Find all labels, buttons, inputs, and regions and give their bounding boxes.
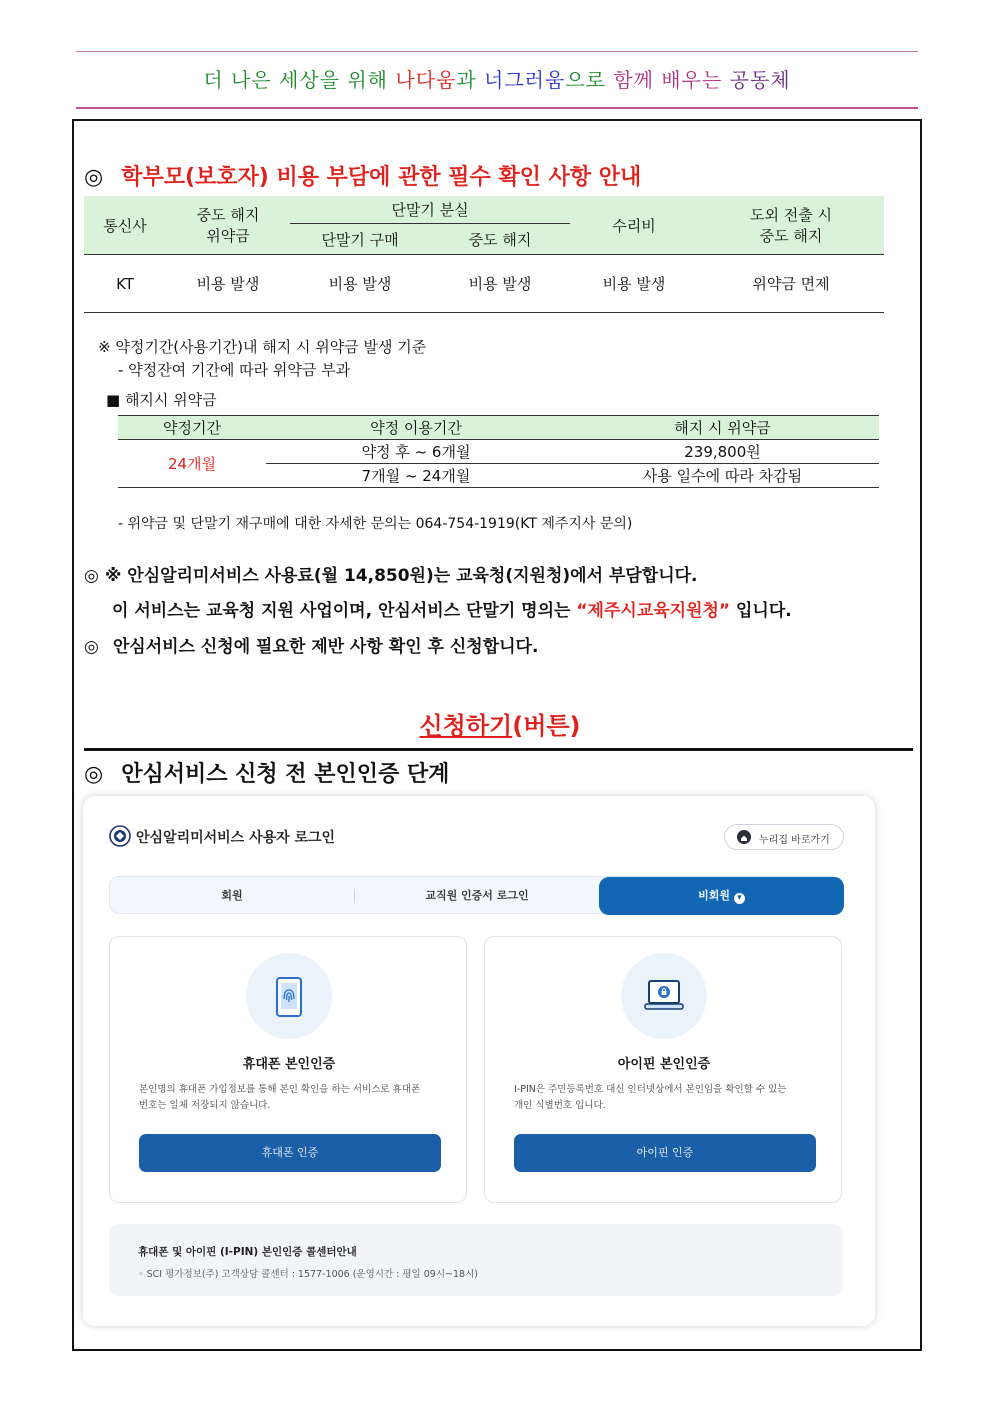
circle-mark-icon: ◎: [84, 762, 104, 787]
fee-notice-text2a: 이 서비스는 교육청 지원 사업이며, 안심서비스 단말기 명의는: [112, 601, 577, 621]
login-title: 안심알리미서비스 사용자 로그인: [136, 830, 336, 846]
laptop-lock-icon: [644, 979, 684, 1013]
cost-table: [84, 196, 884, 313]
phone-auth-box: [109, 936, 467, 1203]
fee-notice-line3: [84, 632, 538, 657]
apply-button-label: 신청하기: [419, 712, 513, 740]
slogan-part-2: 나다움: [395, 68, 457, 92]
penalty-row1-usage: 약정 후 ~ 6개월: [266, 440, 566, 464]
penalty-period-value: 24개월: [118, 440, 266, 488]
note-penalty-basis: ※ 약정기간(사용기간)내 해지 시 위약금 발생 기준: [98, 338, 427, 356]
callcenter-box: [109, 1224, 843, 1296]
section-title-cost: [84, 160, 641, 191]
slogan-part-3: 과: [456, 68, 485, 92]
phone-auth-desc-line2: 번호는 일체 저장되지 않습니다.: [139, 1100, 271, 1111]
slogan: [76, 64, 918, 93]
header-cancel-fee-line1: 중도 해지: [196, 206, 260, 224]
banner-bottom-rule: [76, 107, 918, 109]
note-penalty-heading: ■ 해지시 위약금: [106, 391, 217, 409]
emblem-icon: [109, 825, 131, 847]
home-link-button[interactable]: [724, 824, 844, 850]
slogan-part-7: 공동체: [729, 68, 791, 92]
tab-non-member-label: 비회원: [698, 889, 731, 902]
header-abroad: [698, 196, 884, 255]
section-title-text: 학부모(보호자) 비용 부담에 관한 필수 확인 사항 안내: [121, 165, 642, 190]
fee-notice-owner: “제주시교육지원청”: [576, 601, 731, 621]
header-cancel-fee-line2: 위약금: [206, 227, 250, 245]
login-tabs: [109, 876, 843, 914]
fee-notice-text1: ※ 안심알리미서비스 사용료(월 14,850원)는 교육청(지원청)에서 부담합니다.: [104, 566, 698, 586]
penalty-header-period: 약정기간: [163, 419, 221, 437]
cell-loss-cancel: 비용 발생: [468, 275, 532, 293]
section-title-auth: [84, 757, 449, 788]
ipin-auth-desc-line1: I-PIN은 주민등록번호 대신 인터넷상에서 본인임을 확인할 수 있는: [514, 1084, 787, 1095]
fee-notice-text2b: 입니다.: [730, 601, 792, 621]
penalty-row2-fee: 사용 일수에 따라 차감됨: [642, 467, 803, 485]
callcenter-title: 휴대폰 및 아이핀 (I-PIN) 본인인증 콜센터안내: [138, 1246, 357, 1258]
penalty-header-usage: 약정 이용기간: [370, 419, 462, 437]
callcenter-info: ◦ SCI 평가정보(주) 고객상담 콜센터 : 1577-1006 (운영시간 : 평일 09시~18시): [138, 1269, 478, 1280]
slogan-part-5: 으로: [565, 68, 614, 92]
ipin-auth-desc-line2: 개인 식별번호 입니다.: [514, 1100, 606, 1111]
apply-button-suffix: (버튼): [512, 712, 581, 740]
phone-auth-desc: [139, 1082, 449, 1114]
phone-auth-button[interactable]: 휴대폰 인증: [139, 1134, 441, 1172]
fee-notice-text3: 안심서비스 신청에 필요한 제반 사항 확인 후 신청합니다.: [112, 637, 539, 657]
tab-member[interactable]: 회원: [221, 889, 243, 902]
header-abroad-line1: 도외 전출 시: [750, 206, 832, 224]
header-cancel-fee: [166, 196, 290, 255]
phone-icon-circle: [246, 953, 332, 1039]
cell-loss-buy: 비용 발생: [328, 275, 392, 293]
ipin-auth-box: [484, 936, 842, 1203]
penalty-table: [118, 415, 879, 488]
circle-mark-icon: ◎: [84, 165, 104, 190]
ipin-auth-desc: [514, 1082, 824, 1114]
penalty-row2-usage: 7개월 ~ 24개월: [361, 467, 471, 485]
header-abroad-line2: 중도 해지: [759, 227, 823, 245]
cell-repair: 비용 발생: [602, 275, 666, 293]
header-loss-cancel: 중도 해지: [430, 224, 570, 255]
tab-staff-cert[interactable]: 교직원 인증서 로그인: [425, 889, 529, 902]
header-loss-buy: 단말기 구매: [290, 224, 430, 255]
home-link-label: 누리집 바로가기: [759, 835, 830, 846]
phone-auth-desc-line1: 본인명의 휴대폰 가입정보를 통해 본인 확인을 하는 서비스로 휴대폰: [139, 1084, 421, 1095]
circle-mark-icon: ◎: [84, 566, 99, 586]
header-repair: 수리비: [570, 196, 698, 255]
header-carrier: 통신사: [84, 196, 166, 255]
section-divider: [84, 748, 913, 751]
inquiry-note: - 위약금 및 단말기 재구매에 대한 자세한 문의는 064-754-1919(KT 제주지사 문의): [118, 516, 633, 532]
penalty-header-fee: 해지 시 위약금: [674, 419, 771, 437]
penalty-row1-fee: 239,800원: [566, 440, 879, 464]
ipin-auth-title: 아이핀 본인인증: [617, 1057, 711, 1072]
cell-carrier: KT: [116, 274, 134, 293]
apply-button[interactable]: [380, 706, 620, 741]
section-title-auth-text: 안심서비스 신청 전 본인인증 단계: [121, 762, 450, 787]
ipin-auth-button[interactable]: 아이핀 인증: [514, 1134, 816, 1172]
banner-top-rule: [76, 51, 918, 52]
fee-notice-line1: [84, 561, 698, 586]
slogan-part-6: 함께 배우는: [613, 68, 730, 92]
cell-abroad: 위약금 면제: [752, 275, 830, 293]
fee-notice-line2: [112, 596, 792, 621]
chevron-down-icon: ▾: [734, 893, 745, 904]
note-penalty-remaining: - 약정잔여 기간에 따라 위약금 부과: [118, 361, 351, 379]
home-icon: [737, 830, 751, 844]
tab-non-member[interactable]: [599, 877, 844, 915]
phone-fingerprint-icon: [275, 977, 303, 1017]
ipin-icon-circle: [621, 953, 707, 1039]
slogan-part-1: 더 나은 세상을 위해: [203, 68, 396, 92]
phone-auth-title: 휴대폰 본인인증: [242, 1057, 336, 1072]
header-device-loss: 단말기 분실: [290, 196, 570, 224]
circle-mark-icon: ◎: [84, 637, 99, 657]
cell-cancel-fee: 비용 발생: [196, 275, 260, 293]
slogan-part-4: 너그러움: [484, 68, 566, 92]
